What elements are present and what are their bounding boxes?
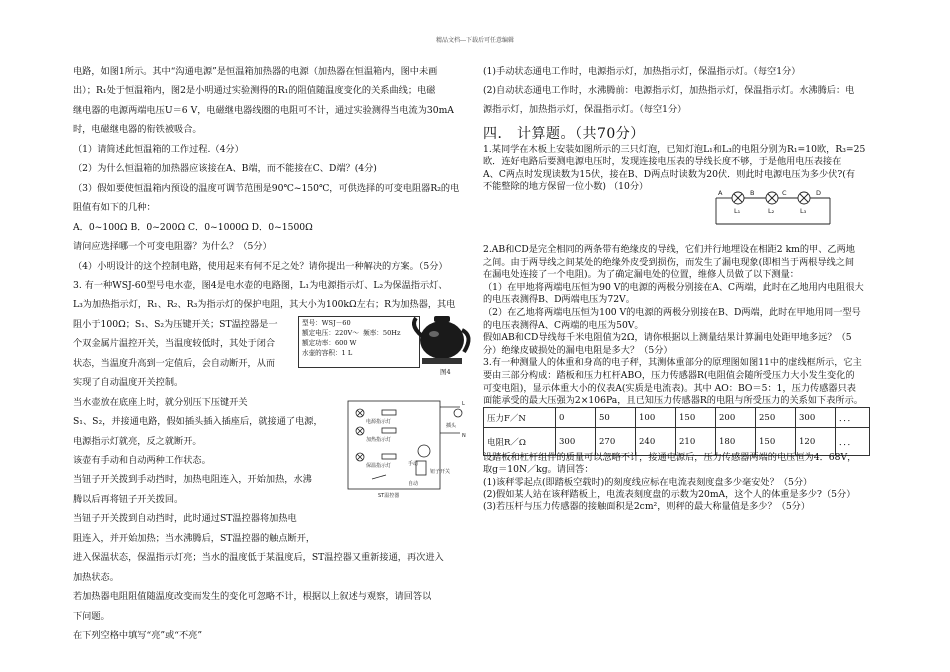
left-text-line: 该壶有手动和自动两种工作状态。 — [73, 455, 211, 466]
left-text-line: 加热状态。 — [73, 571, 119, 583]
left-text-line: （4）小明设计的这个控制电路，使用起来有何不足之处？请你提出一种解决的方案。（5分） — [73, 260, 448, 272]
q2-text-line: 要由三部分构成：踏板和压力杠杆ABO，压力传感器R(电阻值会随所受压力大小发生变化的 — [483, 370, 855, 381]
left-text-line: 进入保温状态，保温指示灯亮；当水的温度低于某温度后，ST温控器又重新接通，再次进入 — [73, 552, 444, 564]
label-manual: 手动 — [408, 461, 419, 467]
label-st: ST温控器 — [378, 493, 400, 499]
kettle-circuit-diagram — [342, 393, 468, 501]
left-text-line: （3）假如要使恒温箱内预设的温度可调节范围是90℃~150℃，可供选择的可变电阻器R₂的电 — [73, 182, 460, 194]
q2-text-line: 2.AB和CD是完全相同的两条带有绝缘皮的导线，它们并行地埋设在相距2 km的甲、乙两地 — [483, 244, 855, 255]
kettle-image — [412, 306, 472, 374]
lamp-L2: L₂ — [768, 207, 775, 215]
left-text-line: 下问题。 — [73, 610, 110, 622]
table-cell: 压力F／N — [484, 408, 556, 428]
left-text-line: 继电器的电源两端电压U＝6 V，电磁继电器线圈的电阻可不计，通过实验测得当电流为30mA — [73, 104, 454, 116]
table-cell: ．．． — [836, 408, 870, 428]
section-title: 四． 计算题。（共70分） — [483, 126, 645, 142]
table-cell: 200 — [716, 408, 756, 428]
q2-text-line: 面能承受的最大压强为2×106Pa，且已知压力传感器R的电阻与所受压力的关系如下表所示。 — [483, 395, 863, 407]
table-cell: 300 — [556, 428, 596, 456]
left-text-line: 电路，如图1所示。其中“沟通电源”是恒温箱加热器的电源（加热器在恒温箱内，图中未画 — [73, 66, 438, 77]
table-cell: 150 — [756, 428, 796, 456]
left-text-line: 阻小于100Ω；S₁、S₂为压键开关；ST温控器是一 — [73, 318, 278, 330]
q3-text-line: (2)假如某人站在该秤踏板上，电流表刻度盘的示数为20mA，这个人的体重是多少?（5分） — [483, 488, 856, 500]
q3-text-line: (3)若压杆与压力传感器的接触面积是2cm²，则秤的最大称量值是多少？（5分） — [483, 501, 811, 513]
left-text-line: L₃为加热指示灯，R₁、R₂、R₃为指示灯的保护电阻，其大小为100kΩ左右；R为加热器，其电 — [73, 299, 456, 311]
table-cell: 250 — [756, 408, 796, 428]
lamp-circuit-diagram — [712, 188, 862, 228]
point-B: B — [750, 189, 755, 197]
table-cell: 120 — [796, 428, 836, 456]
table-cell: ．．． — [836, 428, 870, 456]
left-text-line: 请问应选择哪一个可变电阻器？为什么？（5分） — [73, 241, 272, 253]
nameplate-power: 额定功率：600 W — [302, 339, 357, 347]
q2-text-line: （2）在乙地将两端电压恒为100 V的电源的两极分别接在B、D两端，此时在甲地用同一型号 — [483, 307, 861, 318]
q2-text-line: 之间。由于两导线之间某处的绝缘外皮受到损伤，而发生了漏电现象(即相当于两根导线之间 — [483, 256, 855, 268]
point-A: A — [718, 189, 723, 197]
fig4-caption: 图4 — [440, 368, 451, 376]
point-C: C — [782, 189, 787, 197]
q2-text-line: 可变电阻)，显示体重大小的仪表A(实质是电流表)。其中 AO：BO＝5：1，压力传感器只表 — [483, 382, 856, 394]
nameplate-model: 型号：WSJ－60 — [302, 319, 351, 327]
left-text-line: 个双金属片温控开关，当温度较低时，其处于闭合 — [73, 338, 276, 350]
lamp-L3: L₃ — [800, 207, 807, 215]
left-text-line: 当钮子开关拨到自动挡时，此时通过ST温控器将加热电 — [73, 513, 297, 525]
label-N: N — [462, 433, 466, 439]
left-text-line: 腾以后再将钮子开关拨回。 — [73, 493, 184, 505]
q1-text-line: 1.某同学在木板上安装如图所示的三只灯泡，已知灯泡L₁和L₃的电阻分别为R₁=10欧，R₃=25 — [483, 144, 866, 155]
table-cell: 240 — [636, 428, 676, 456]
left-text-line: 若加热器电阻阻值随温度改变而发生的变化可忽略不计，根据以上叙述与观察，请回答以 — [73, 591, 432, 603]
nameplate-capacity: 水壶的容积：1 L — [302, 349, 353, 357]
label-plug: 插头 — [446, 423, 457, 429]
left-text-line: 状态，当温度升高到一定值后，会自动断开，从而 — [73, 357, 276, 369]
table-cell: 210 — [676, 428, 716, 456]
left-text-line: A．0~100Ω B．0~200Ω C．0~1000Ω D．0~1500Ω — [73, 221, 313, 233]
label-keep-warm-lamp: 保温指示灯 — [366, 463, 392, 469]
table-cell: 50 — [596, 408, 636, 428]
q3-text-line: 取g＝10N／kg。请回答： — [483, 464, 594, 476]
q3-text-line: (1)该秤零起点(即踏板空载时)的刻度线应标在电流表刻度盘多少毫安处？（5分） — [483, 476, 813, 488]
q2-text-line: 的电压表测得B、D两端电压为72V。 — [483, 294, 635, 306]
left-text-line: 出）；R₁处于恒温箱内，图2是小明通过实验测得的R₁的阻值随温度变化的关系曲线；电磁 — [73, 85, 436, 97]
q2-text-line: 的电压表测得A、C两端的电压为50V。 — [483, 319, 644, 331]
nameplate-voltage: 额定电压：220V～ — [302, 329, 359, 337]
q2-text-line: （1）在甲地将两端电压恒为90 V的电源的两极分别接在A、C两端，此时在乙地用内电阻很大 — [483, 281, 864, 293]
q3-text-line: 设踏板和杠杆组件的质量可以忽略不计，接通电源后，压力传感器两端的电压恒为4．68V， — [483, 452, 857, 463]
table-cell: 0 — [556, 408, 596, 428]
right-top-text-line: (1)手动状态通电工作时，电源指示灯，加热指示灯，保温指示灯。（每空1分） — [483, 66, 801, 77]
left-text-line: 3. 有一种WSJ-60型号电水壶，图4是电水壶的电路图，L₁为电源指示灯、L₂为保温指示灯、 — [73, 279, 448, 291]
q1-text-line: 欧．连好电路后要测电源电压时，发现连接电压表的导线长度不够，于是他用电压表接在 — [483, 156, 842, 168]
q1-text-line: A、C两点时发现读数为15伏，接在B、D两点时读数为20伏．则此时电源电压为多少伏?(有 — [483, 168, 856, 180]
left-text-line: 阻值有如下的几种： — [73, 202, 156, 214]
page-header: 精品文档---下载后可任意编辑 — [435, 37, 515, 44]
left-text-line: 在下列空格中填写“亮”或“不亮” — [73, 630, 203, 642]
table-cell: 300 — [796, 408, 836, 428]
table-cell: 180 — [716, 428, 756, 456]
left-text-line: 当钮子开关拨到手动挡时，加热电阻连入，开始加热，水沸 — [73, 474, 312, 486]
left-text-line: 当水壶放在底座上时，就分别压下压键开关 — [73, 396, 248, 408]
q2-text-line: 假如AB和CD导线每千米电阻值为2Ω，请你根据以上测量结果计算漏电处距甲地多远？（5 — [483, 332, 852, 344]
table-cell: 150 — [676, 408, 716, 428]
lamp-L1: L₁ — [734, 207, 741, 215]
label-power-lamp: 电源指示灯 — [366, 419, 392, 425]
left-text-line: 实现了自动温度开关控制。 — [73, 377, 184, 389]
kettle-nameplate — [298, 316, 420, 368]
q2-text-line: 分）绝缘皮破损处的漏电电阻是多大？（5分） — [483, 344, 673, 356]
right-top-text-line: (2)自动状态通电工作时，水沸腾前：电源指示灯，加热指示灯，保温指示灯。水沸腾后：电 — [483, 85, 855, 97]
label-L: L — [462, 401, 465, 407]
left-text-line: 电源指示灯就亮，反之就断开。 — [73, 435, 202, 447]
left-text-line: 阻连入，并开始加热；当水沸腾后，ST温控器的触点断开， — [73, 532, 316, 544]
left-text-line: 时，电磁继电器的衔铁被吸合。 — [73, 124, 202, 136]
left-text-line: S₁、S₂，并接通电路，假如插头插入插座后，就接通了电源， — [73, 416, 323, 428]
point-D: D — [816, 189, 822, 197]
nameplate-frequency: 频率：50Hz — [363, 329, 401, 337]
right-top-text-line: 源指示灯，加热指示灯，保温指示灯。（每空1分） — [483, 104, 687, 116]
q2-text-line: 在漏电处连接了一个电阻)。为了确定漏电处的位置，维修人员做了以下测量： — [483, 269, 799, 281]
label-heat-lamp: 加热指示灯 — [366, 437, 392, 443]
table-row-force — [484, 408, 870, 428]
q2-text-line: 3.有一种测量人的体重和身高的电子秤，其测体重部分的原理图如图11中的虚线框所示，它主 — [483, 357, 862, 369]
label-auto: 自动 — [408, 481, 419, 487]
left-text-line: （2）为什么恒温箱的加热器应该接在A、B端，而不能接在C、D端？(4分) — [73, 163, 377, 175]
left-text-line: （1）请简述此恒温箱的工作过程.（4分） — [73, 143, 244, 155]
table-cell: 270 — [596, 428, 636, 456]
table-cell: 电阻R／Ω — [484, 428, 556, 456]
q1-text-line: 不能整除的地方保留一位小数) （10分） — [483, 181, 649, 193]
label-switch: 钮子开关 — [430, 469, 451, 475]
table-cell: 100 — [636, 408, 676, 428]
